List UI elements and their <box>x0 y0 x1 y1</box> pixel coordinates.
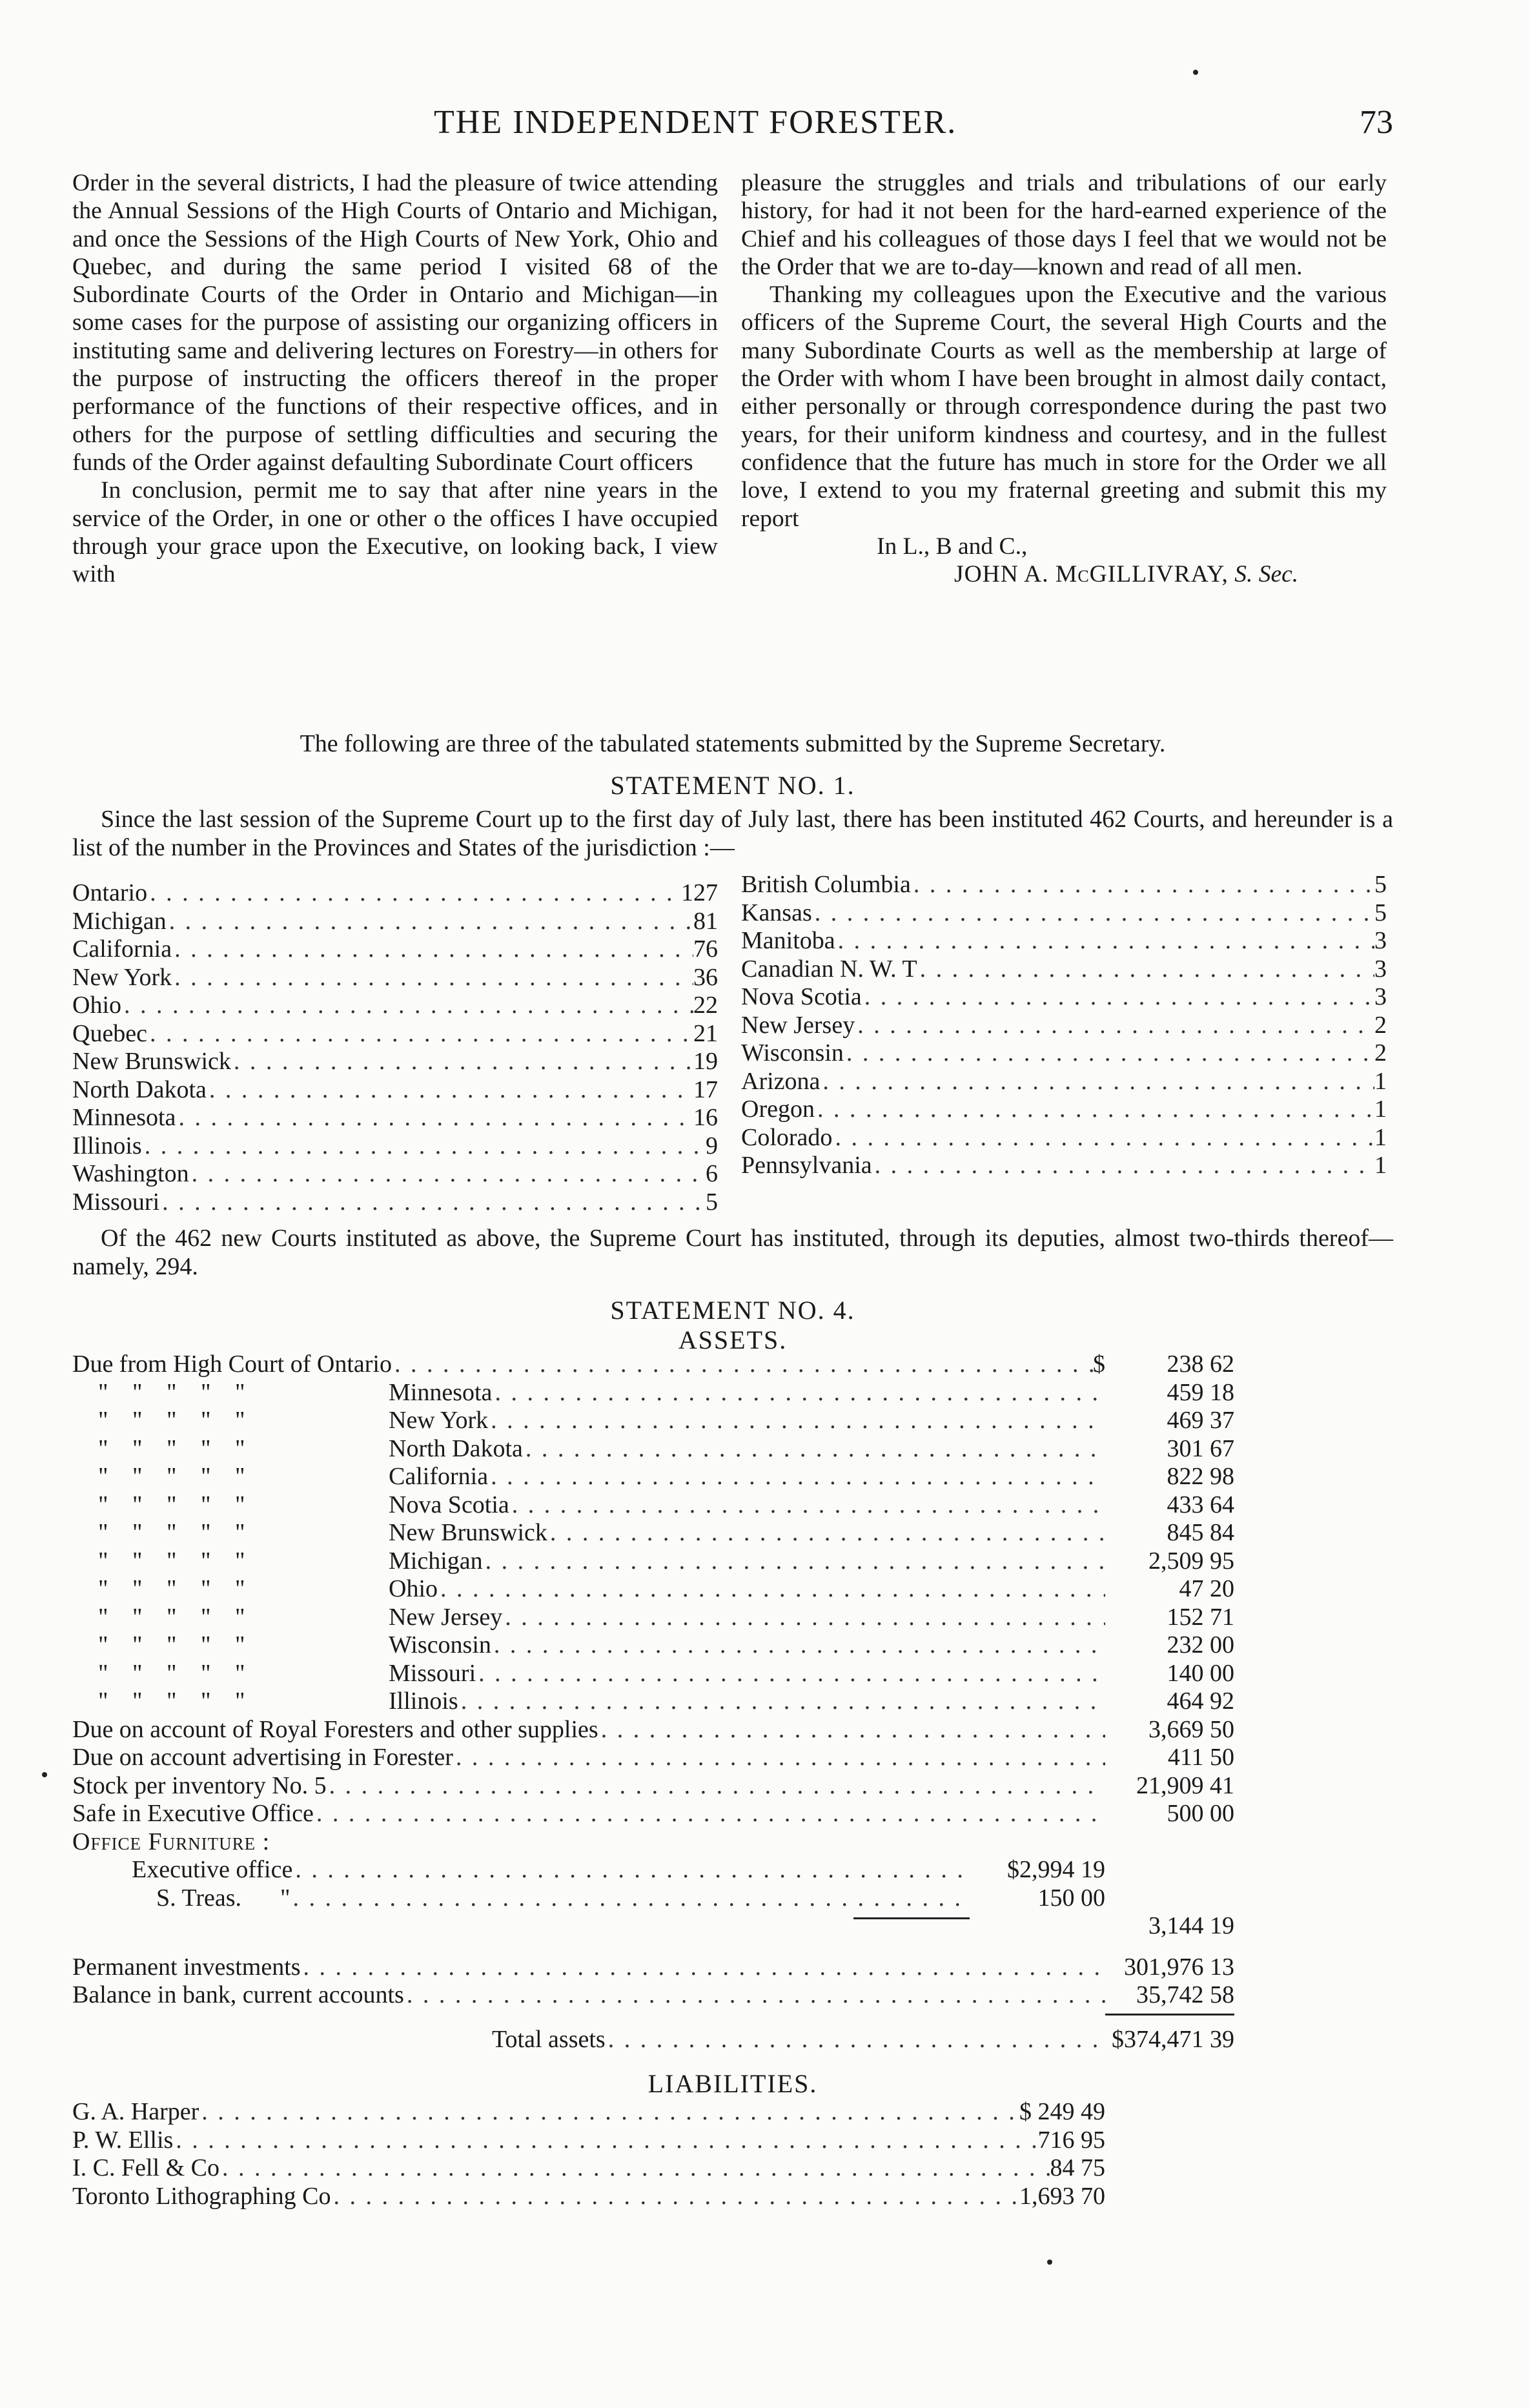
total-assets-label: Total assets <box>492 2025 606 2053</box>
letter-paragraph: Order in the several districts, I had the pleasure of twice attending the Annual Sessions of the High Courts of Ontario and Michigan, and once the Sessions of the High Courts of New York, Ohio and Quebec, and during the same period I visited 68 of the Subordinate Courts of the Order in Ontario and Michigan—in some cases for the purpose of assisting our organizing officers in instituting same and delivering lectures on Forestry—in others for the purpose of instructing the officers thereof in the proper performance of the functions of their respective offices, and in others for the purpose of settling difficulties and securing the funds of the Order against defaulting Subordinate Court officers <box>72 170 718 476</box>
asset-row-value: 21,909 41 <box>1136 1771 1234 1799</box>
jurisdiction-row <box>741 983 1387 1012</box>
ditto-marks: " " " " " <box>98 1603 254 1631</box>
jurisdiction-row-value: 9 <box>706 1132 718 1159</box>
liability-row <box>72 2127 1105 2155</box>
asset-row-value: 433 64 <box>1167 1491 1234 1518</box>
liability-row-label: P. W. Ellis <box>72 2126 174 2154</box>
asset-row-value: 459 18 <box>1167 1378 1234 1406</box>
asset-row-label: Ohio <box>389 1575 438 1602</box>
asset-row <box>72 1351 1234 1379</box>
asset-row <box>72 1547 1234 1576</box>
statement-1-footer: Of the 462 new Courts instituted as above, the Supreme Court has instituted, through its deputies, almost two-thirds thereof—namely, 294. <box>72 1225 1393 1280</box>
jurisdiction-row <box>741 871 1387 899</box>
jurisdiction-row-label: North Dakota <box>72 1076 207 1103</box>
asset-row-label: Due on account advertising in Forester <box>72 1744 453 1771</box>
ditto-marks: " " " " " <box>98 1407 254 1434</box>
jurisdiction-row <box>72 992 718 1020</box>
jurisdiction-row-value: 17 <box>693 1076 718 1103</box>
page-header <box>72 103 1393 148</box>
asset-row <box>72 1463 1234 1491</box>
print-speck <box>42 1772 47 1777</box>
jurisdiction-row <box>741 1124 1387 1152</box>
jurisdiction-row <box>741 1096 1387 1124</box>
assets-heading: ASSETS. <box>678 1325 788 1354</box>
jurisdiction-row-label: Wisconsin <box>741 1039 844 1066</box>
ditto-marks: " " " " " <box>98 1434 254 1462</box>
asset-row-value: 2,509 95 <box>1148 1547 1234 1575</box>
asset-row-value: 469 37 <box>1167 1407 1234 1434</box>
letter-paragraph: pleasure the struggles and trials and tribulations of our early history, for had it not been for the hard-earned experience of the Chief and his colleagues of those days I feel that we would not be the Order that we are to-day—known and read of all men. <box>741 170 1387 280</box>
ditto-mark: " <box>280 1884 291 1912</box>
furniture-total-row <box>72 1912 1234 1941</box>
asset-row-value: 500 00 <box>1167 1800 1234 1827</box>
jurisdiction-row-value: 2 <box>1374 1039 1387 1066</box>
statement-1-left-list <box>72 879 718 1216</box>
liability-row-value: $ 249 49 <box>1019 2098 1105 2125</box>
treas-label: S. Treas. <box>156 1884 241 1912</box>
jurisdiction-row <box>72 1048 718 1076</box>
asset-row-label: New Brunswick <box>389 1519 547 1546</box>
asset-row <box>72 1575 1234 1604</box>
asset-row-label: Wisconsin <box>389 1631 491 1658</box>
jurisdiction-row-value: 1 <box>1374 1152 1387 1179</box>
jurisdiction-row <box>72 964 718 992</box>
executive-office-row <box>72 1856 1105 1884</box>
jurisdiction-row-label: Colorado <box>741 1123 833 1151</box>
jurisdiction-row-label: Manitoba <box>741 927 835 954</box>
asset-amount: 238 62 <box>1167 1351 1234 1378</box>
asset-amount: 301,976 13 <box>1124 1953 1234 1981</box>
liability-row-label: G. A. Harper <box>72 2098 199 2125</box>
jurisdiction-row <box>72 908 718 936</box>
asset-row <box>72 1954 1234 1982</box>
jurisdiction-row-value: 3 <box>1374 983 1387 1010</box>
asset-row-value: 47 20 <box>1179 1575 1234 1602</box>
jurisdiction-row-label: Washington <box>72 1160 189 1187</box>
office-furniture-row <box>72 1828 1234 1857</box>
jurisdiction-row-label: Oregon <box>741 1096 815 1123</box>
jurisdiction-row <box>72 1160 718 1189</box>
jurisdiction-row-value: 1 <box>1374 1067 1387 1095</box>
jurisdiction-row-label: Arizona <box>741 1067 821 1095</box>
jurisdiction-row-label: Missouri <box>72 1188 160 1216</box>
asset-row <box>72 1435 1234 1464</box>
asset-row-value: 822 98 <box>1167 1463 1234 1490</box>
letter-left-column <box>72 169 718 588</box>
jurisdiction-row <box>72 1020 718 1048</box>
executive-office-label: Executive office <box>132 1856 293 1883</box>
asset-row <box>72 1660 1234 1688</box>
asset-row-label: Nova Scotia <box>389 1491 509 1518</box>
jurisdiction-row-label: New Brunswick <box>72 1048 231 1075</box>
ditto-marks: " " " " " <box>98 1378 254 1406</box>
jurisdiction-row <box>72 1076 718 1105</box>
assets-table <box>72 1351 1234 2054</box>
asset-row-label: Stock per inventory No. 5 <box>72 1771 327 1799</box>
liability-row <box>72 2098 1105 2127</box>
asset-label: Balance in bank, current accounts <box>72 1981 404 2008</box>
asset-row-value: 3,669 50 <box>1148 1715 1234 1743</box>
jurisdiction-row <box>741 1039 1387 1068</box>
jurisdiction-row-value: 2 <box>1374 1011 1387 1039</box>
asset-row <box>72 1604 1234 1632</box>
furniture-total: 3,144 19 <box>1148 1912 1234 1939</box>
jurisdiction-row-value: 5 <box>706 1188 718 1216</box>
ditto-marks: " " " " " <box>98 1631 254 1658</box>
jurisdiction-row-label: Pennsylvania <box>741 1152 872 1179</box>
asset-row <box>72 1491 1234 1520</box>
jurisdiction-row <box>741 927 1387 955</box>
jurisdiction-row-label: Ontario <box>72 879 148 906</box>
statement-1-right-list <box>741 871 1387 1180</box>
jurisdiction-row <box>741 1152 1387 1180</box>
asset-row-label: New Jersey <box>389 1603 503 1631</box>
jurisdiction-row-label: Illinois <box>72 1132 142 1159</box>
jurisdiction-row-label: California <box>72 935 172 963</box>
jurisdiction-row <box>72 1104 718 1132</box>
asset-row-label: Missouri <box>389 1659 476 1687</box>
asset-row-value: 301 67 <box>1167 1434 1234 1462</box>
jurisdiction-row-value: 19 <box>693 1048 718 1075</box>
asset-row-label: Minnesota <box>389 1378 493 1406</box>
jurisdiction-row-value: 1 <box>1374 1096 1387 1123</box>
statement-1-intro: Since the last session of the Supreme Court up to the first day of July last, there has been instituted 462 Courts, and hereunder is a list of the number in the Provinces and States of the jurisdiction :— <box>72 806 1393 861</box>
page-title: THE INDEPENDENT FORESTER. <box>434 104 957 141</box>
ditto-marks: " " " " " <box>98 1659 254 1687</box>
jurisdiction-row-value: 3 <box>1374 955 1387 983</box>
ditto-marks: " " " " " <box>98 1575 254 1602</box>
asset-row-value: 232 00 <box>1167 1631 1234 1658</box>
ditto-marks: " " " " " <box>98 1688 254 1715</box>
liability-row-label: I. C. Fell & Co <box>72 2154 220 2181</box>
jurisdiction-row-value: 127 <box>681 879 718 906</box>
ditto-marks: " " " " " <box>98 1463 254 1490</box>
liability-row-value: 1,693 70 <box>1019 2182 1105 2210</box>
jurisdiction-row <box>72 935 718 964</box>
jurisdiction-row-value: 3 <box>1374 927 1387 954</box>
asset-row <box>72 1407 1234 1435</box>
jurisdiction-row-label: Ohio <box>72 992 121 1019</box>
jurisdiction-row <box>72 879 718 908</box>
letter-right-column <box>741 169 1387 588</box>
liability-row-label: Toronto Lithographing Co <box>72 2182 331 2210</box>
treas-amount: 150 00 <box>1037 1884 1105 1912</box>
jurisdiction-row-label: Nova Scotia <box>741 983 862 1010</box>
asset-row <box>72 1800 1234 1828</box>
asset-row <box>72 1631 1234 1660</box>
asset-row <box>72 1688 1234 1716</box>
jurisdiction-row <box>741 899 1387 928</box>
signature-name: JOHN A. McGILLIVRAY, <box>954 561 1229 588</box>
jurisdiction-row-label: Canadian N. W. T <box>741 955 917 983</box>
ditto-marks: " " " " " <box>98 1519 254 1546</box>
asset-row-label: New York <box>389 1407 489 1434</box>
office-furniture-label: Office Furniture : <box>72 1828 270 1855</box>
liability-row <box>72 2183 1105 2211</box>
jurisdiction-row-label: Kansas <box>741 899 812 926</box>
jurisdiction-row-value: 16 <box>693 1104 718 1131</box>
asset-row-label: Safe in Executive Office <box>72 1800 314 1827</box>
asset-row-label: Due on account of Royal Foresters and other supplies <box>72 1715 598 1743</box>
asset-row <box>72 1744 1234 1772</box>
jurisdiction-row-value: 21 <box>693 1019 718 1047</box>
subtotal-rule <box>853 1917 970 1935</box>
asset-row-label: Michigan <box>389 1547 483 1575</box>
asset-row <box>72 1772 1234 1801</box>
asset-row <box>72 1716 1234 1744</box>
total-assets-amount: $374,471 39 <box>1112 2025 1234 2053</box>
asset-row <box>72 1981 1234 2010</box>
print-speck <box>1047 2260 1052 2265</box>
jurisdiction-row-value: 76 <box>693 935 718 963</box>
jurisdiction-row-label: New Jersey <box>741 1011 855 1039</box>
page-number: 73 <box>1360 104 1393 141</box>
statement-1-heading: STATEMENT NO. 1. <box>610 771 855 800</box>
jurisdiction-row-label: Quebec <box>72 1019 148 1047</box>
jurisdiction-row-label: Michigan <box>72 907 167 935</box>
liabilities-heading: LIABILITIES. <box>648 2069 818 2098</box>
asset-amount: 35,742 58 <box>1136 1981 1234 2008</box>
jurisdiction-row-label: British Columbia <box>741 871 911 898</box>
jurisdiction-row <box>72 1189 718 1217</box>
asset-label: Due from High Court of Ontario <box>72 1351 392 1378</box>
jurisdiction-row-label: Minnesota <box>72 1104 176 1131</box>
liabilities-table <box>72 2098 1234 2210</box>
asset-row-label: North Dakota <box>389 1434 523 1462</box>
liability-row-value: 716 95 <box>1037 2126 1105 2154</box>
jurisdiction-row <box>741 1068 1387 1096</box>
ditto-marks: " " " " " <box>98 1547 254 1575</box>
asset-row <box>72 1379 1234 1407</box>
jurisdiction-row <box>741 955 1387 984</box>
asset-row <box>72 1519 1234 1547</box>
liability-row-value: 84 75 <box>1050 2154 1105 2181</box>
liability-row <box>72 2154 1105 2183</box>
statement-4-heading: STATEMENT NO. 4. <box>610 1296 855 1325</box>
jurisdiction-row-label: New York <box>72 963 172 991</box>
letter-paragraph: In conclusion, permit me to say that after nine years in the service of the Order, in one or other o the offices I have occupied through your grace upon the Executive, on looking back, I view with <box>72 477 718 588</box>
statements-intro: The following are three of the tabulated statements submitted by the Supreme Secretary. <box>300 730 1166 757</box>
total-assets-row <box>72 2026 1234 2054</box>
jurisdiction-row-value: 5 <box>1374 871 1387 898</box>
executive-office-amount: $2,994 19 <box>1007 1856 1105 1883</box>
asset-row-value: 464 92 <box>1167 1688 1234 1715</box>
signature <box>741 560 1387 588</box>
asset-row-value: 152 71 <box>1167 1603 1234 1631</box>
treas-row <box>72 1884 1105 1913</box>
asset-row-value: 140 00 <box>1167 1659 1234 1687</box>
asset-label: Permanent investments <box>72 1953 301 1981</box>
print-speck <box>1193 70 1198 75</box>
jurisdiction-row <box>741 1012 1387 1040</box>
jurisdiction-row-value: 6 <box>706 1160 718 1187</box>
asset-row-value: 845 84 <box>1167 1519 1234 1546</box>
signoff <box>741 533 1387 589</box>
signature-title: S. Sec. <box>1234 561 1299 588</box>
ditto-marks: " " " " " <box>98 1491 254 1518</box>
jurisdiction-row-value: 5 <box>1374 899 1387 926</box>
asset-row-value: 411 50 <box>1167 1744 1234 1771</box>
jurisdiction-row-value: 81 <box>693 907 718 935</box>
jurisdiction-row-value: 1 <box>1374 1123 1387 1151</box>
letter-paragraph: Thanking my colleagues upon the Executive and the various officers of the Supreme Court, the several High Courts and the many Subordinate Courts as well as the membership at large of the Order with whom I have been brought in almost daily contact, either personally or through correspondence during the past two years, for their uniform kindness and courtesy, and in the fullest confidence that the future has much in store for the Order we all love, I extend to you my fraternal greeting and submit this my report <box>741 281 1387 532</box>
jurisdiction-row <box>72 1132 718 1161</box>
asset-row-label: California <box>389 1463 489 1490</box>
jurisdiction-row-value: 36 <box>693 963 718 991</box>
jurisdiction-row-value: 22 <box>693 992 718 1019</box>
closing-salutation: In L., B and C., <box>877 533 1028 560</box>
asset-row-label: Illinois <box>389 1688 458 1715</box>
currency-sign: $ <box>1093 1351 1105 1378</box>
